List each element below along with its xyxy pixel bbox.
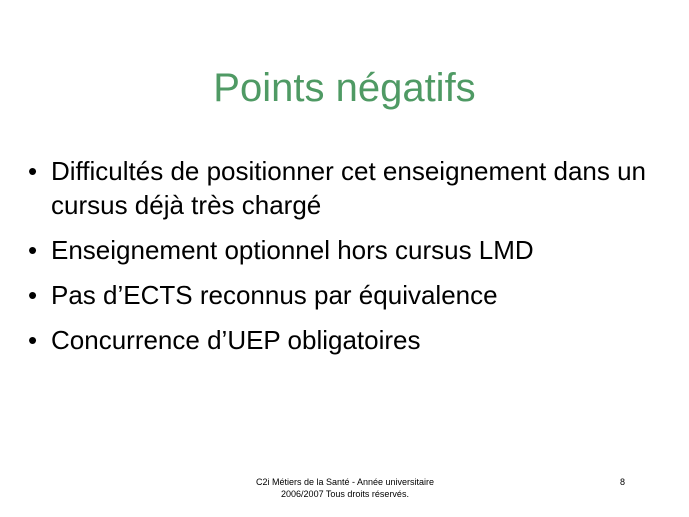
bullet-text: Pas d’ECTS reconnus par équivalence	[51, 280, 498, 310]
bullet-marker: •	[28, 325, 38, 355]
bullet-item	[28, 278, 668, 312]
bullet-item	[28, 323, 668, 357]
bullet-text: Enseignement optionnel hors cursus LMD	[51, 235, 534, 265]
bullet-text: Concurrence d’UEP obligatoires	[51, 325, 421, 355]
bullet-list	[28, 154, 668, 368]
slide-title: Points négatifs	[213, 66, 476, 110]
bullet-text: Difficultés de positionner cet enseignement dans un cursus déjà très chargé	[51, 156, 647, 220]
bullet-item	[28, 233, 668, 267]
slide-footer	[230, 476, 460, 500]
bullet-item	[28, 154, 668, 222]
bullet-marker: •	[28, 156, 38, 186]
footer-line-2: 2006/2007 Tous droits réservés.	[281, 489, 409, 499]
footer-line-1: C2i Métiers de la Santé - Année universitaire	[255, 477, 435, 487]
bullet-marker: •	[28, 280, 38, 310]
page-number: 8	[620, 477, 626, 487]
bullet-marker: •	[28, 235, 38, 265]
